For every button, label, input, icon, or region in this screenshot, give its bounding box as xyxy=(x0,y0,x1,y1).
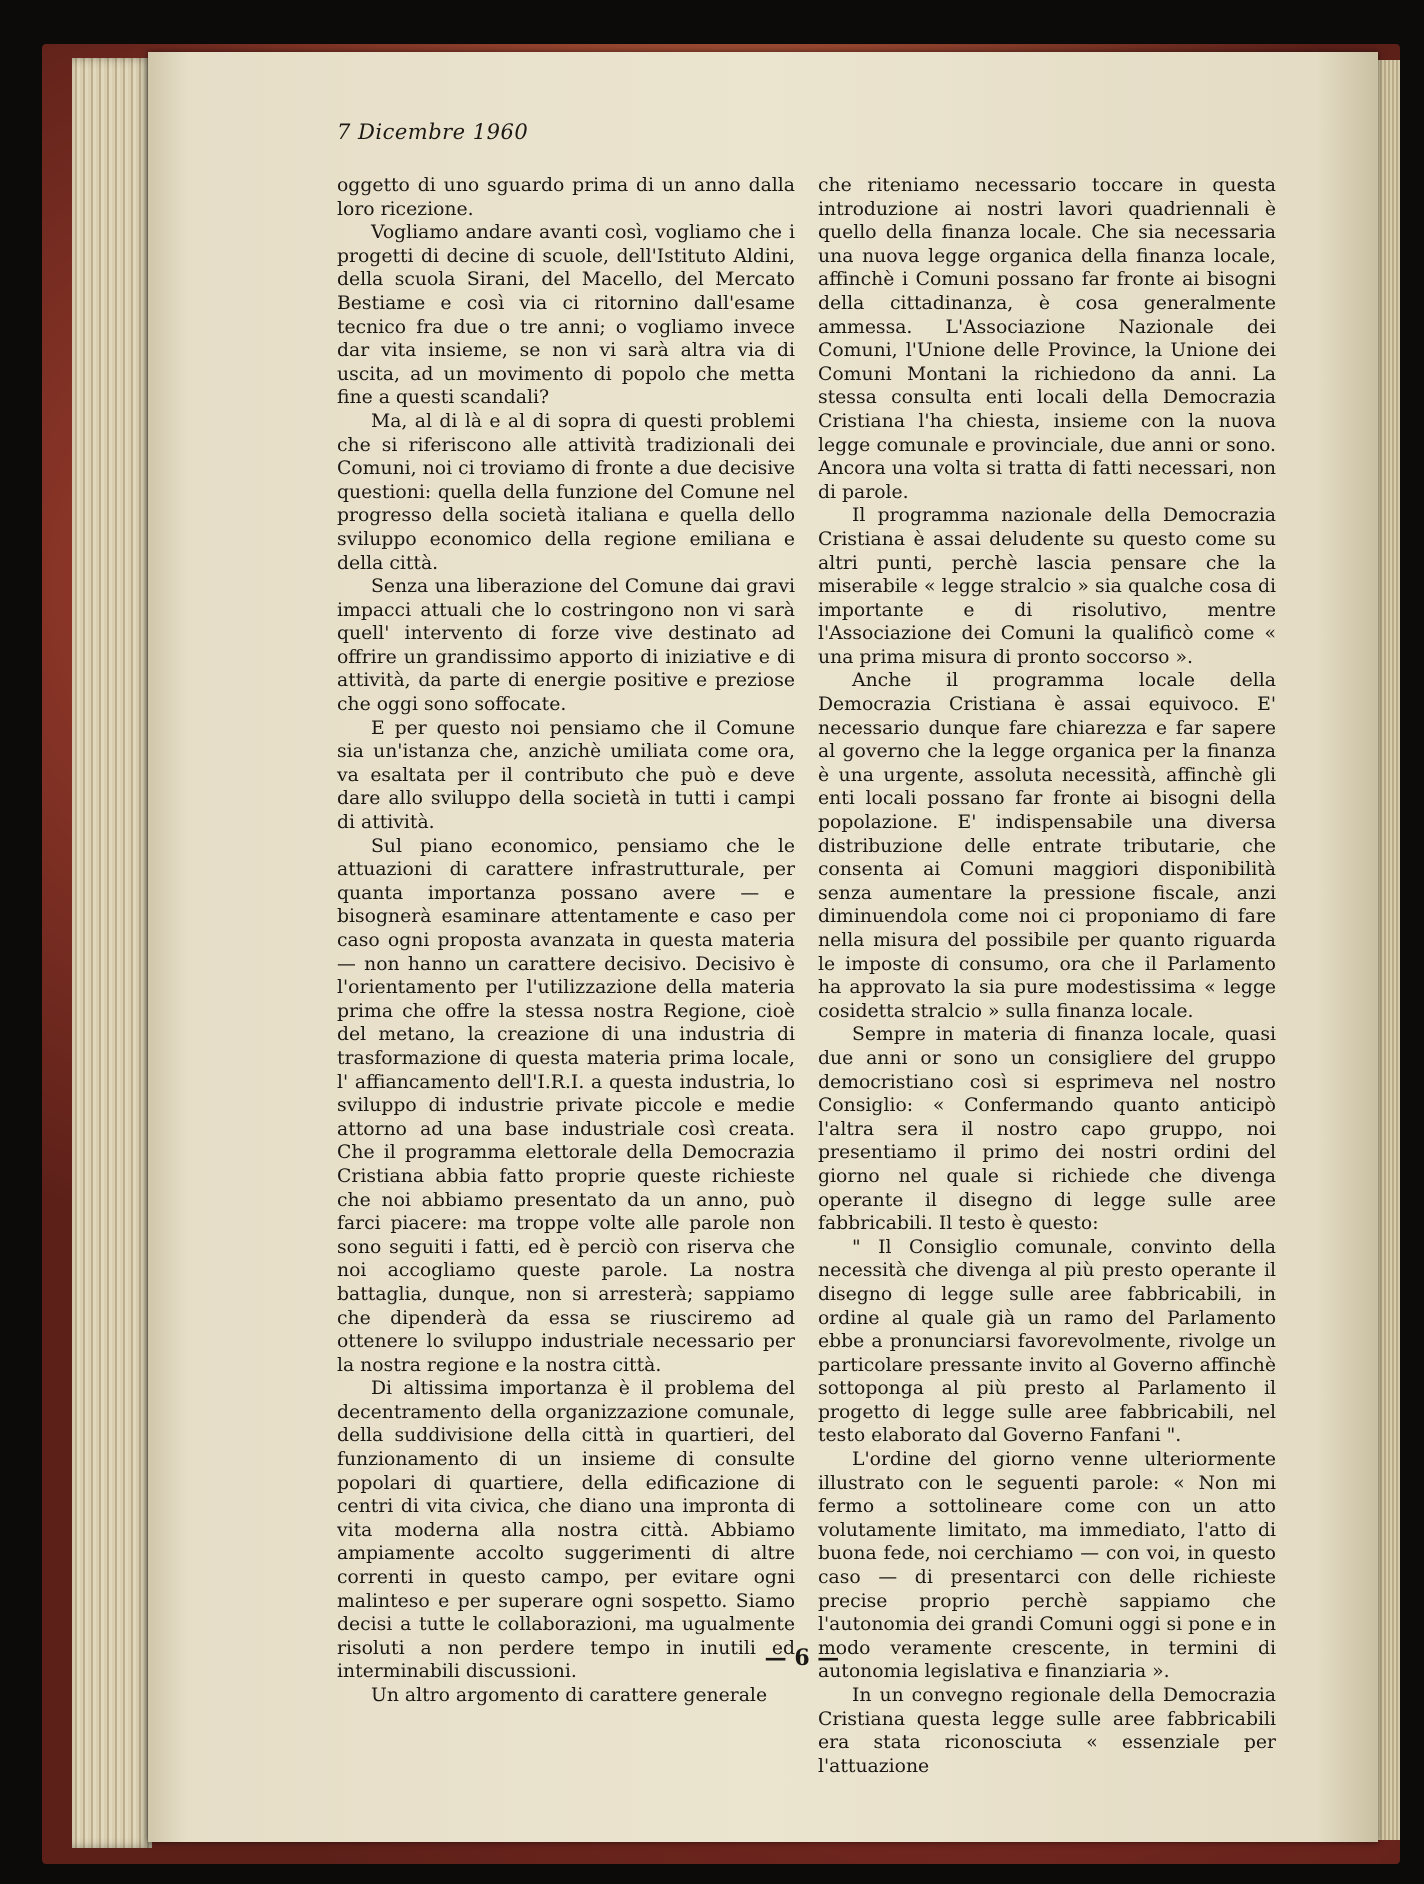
page-date-header: 7 Dicembre 1960 xyxy=(337,120,529,144)
paragraph: Ma, al di là e al di sopra di questi problemi che si riferiscono alle attività tradizionali dei Comuni, noi ci troviamo di fronte a due decisive questioni: quella della funzione del Comune nel progresso della società italiana e quella dello sviluppo economico della regione emiliana e della città. xyxy=(337,410,795,574)
paragraph: In un convegno regionale della Democrazia Cristiana questa legge sulle aree fabbricabili era stata riconosciuta « essenziale per l'attuazione xyxy=(818,1685,1276,1777)
paragraph: Di altissima importanza è il problema del decentramento della organizzazione comunale, della suddivisione della città in quartieri, del funzionamento di un insieme di consulte popolari di quartiere, della edificazione di centri di vita civica, che diano una impronta di vita moderna alla nostra città. Abbiamo ampiamente accolto suggerimenti di altre correnti in questo campo, per evitare ogni malinteso e per superare ogni sospetto. Siamo decisi a tutte le collaborazioni, ma ugualmente risoluti a non perdere tempo in inutili ed interminabili discussioni. xyxy=(337,1378,795,1683)
paragraph: Sempre in materia di finanza locale, quasi due anni or sono un consigliere del gruppo democristiano così si esprimeva nel nostro Consiglio: « Confermando quanto anticipò l'altra sera il nostro capo gruppo, noi presentiamo il primo dei nostri ordini del giorno nel quale si richiede che divenga operante il disegno di legge sulle aree fabbricabili. Il testo è questo: xyxy=(818,1024,1276,1235)
right-page-edge xyxy=(1378,60,1400,1840)
right-text-column xyxy=(818,174,1276,1778)
page-edges xyxy=(72,58,152,1848)
paragraph: oggetto di uno sguardo prima di un anno dalla loro ricezione. xyxy=(337,175,795,220)
paragraph: Vogliamo andare avanti così, vogliamo che i progetti di decine di scuole, dell'Istituto Aldini, della scuola Sirani, del Macello, del Mercato Bestiame e così via ci ritornino dall'esame tecnico fra due o tre anni; o vogliamo invece dar vita insieme, se non vi sarà altra via di uscita, ad un movimento di popolo che metta fine a questi scandali? xyxy=(337,222,795,409)
paragraph: Senza una liberazione del Comune dai gravi impacci attuali che lo costringono non vi sarà quell' intervento di forze vive destinato ad offrire un grandissimo apporto di iniziative e di attività, da parte di energie positive e preziose che oggi sono soffocate. xyxy=(337,576,795,716)
page-number: — 6 — xyxy=(764,1645,840,1671)
paragraph: " Il Consiglio comunale, convinto della necessità che divenga al più presto operante il disegno di legge sulle aree fabbricabili, in ordine al quale già un ramo del Parlamento ebbe a pronunciarsi favorevolmente, rivolge un particolare pressante invito al Governo affinchè sottoponga al più presto al Parlamento il progetto di legge sulle aree fabbricabili, nel testo elaborato dal Governo Fanfani ". xyxy=(818,1236,1276,1447)
paragraph: L'ordine del giorno venne ulteriormente illustrato con le seguenti parole: « Non mi fermo a sottolineare come con un atto volutamente limitato, ma immediato, l'atto di buona fede, noi cerchiamo — con voi, in questo caso — di presentarci con delle richieste precise proprio perchè sappiamo che l'autonomia dei grandi Comuni oggi si pone e in modo veramente crescente, in termini di autonomia legislativa e finanziaria ». xyxy=(818,1449,1276,1683)
paragraph: che riteniamo necessario toccare in questa introduzione ai nostri lavori quadriennali è quello della finanza locale. Che sia necessaria una nuova legge organica della finanza locale, affinchè i Comuni possano far fronte ai bisogni della cittadinanza, è cosa generalmente ammessa. L'Associazione Nazionale dei Comuni, l'Unione delle Province, la Unione dei Comuni Montani la richiedono da anni. La stessa consulta enti locali della Democrazia Cristiana l'ha chiesta, insieme con la nuova legge comunale e provinciale, due anni or sono. Ancora una volta si tratta di fatti necessari, non di parole. xyxy=(818,175,1276,503)
paragraph: Un altro argomento di carattere generale xyxy=(371,1685,768,1706)
paragraph: Il programma nazionale della Democrazia Cristiana è assai deludente su questo come su altri punti, perchè lascia pensare che la miserabile « legge stralcio » sia qualche cosa di importante e di risolutivo, mentre l'Associazione dei Comuni la qualificò come « una prima misura di pronto soccorso ». xyxy=(818,505,1276,668)
paragraph: Sul piano economico, pensiamo che le attuazioni di carattere infrastrutturale, per quanta importanza possano avere — e bisognerà esaminare attentamente e caso per caso ogni proposta avanzata in questa materia — non hanno un carattere decisivo. Decisivo è l'orientamento per l'utilizzazione della materia prima che offre la stessa nostra Regione, cioè del metano, la creazione di una industria di trasformazione di questa materia prima locale, l' affiancamento dell'I.R.I. a questa industria, lo sviluppo di industrie private piccole e medie attorno ad una base industriale così creata. Che il programma elettorale della Democrazia Cristiana abbia fatto proprie queste richieste che noi abbiamo presentato da un anno, può farci piacere: ma troppe volte alle parole non sono seguiti i fatti, ed è perciò con riserva che noi accogliamo queste parole. La nostra battaglia, dunque, non si arresterà; sappiamo che dipenderà da essa se riusciremo ad ottenere lo sviluppo industriale necessario per la nostra regione e la nostra città. xyxy=(337,835,795,1376)
paragraph: Anche il programma locale della Democrazia Cristiana è assai equivoco. E' necessario dunque fare chiarezza e far sapere al governo che la legge organica per la finanza è una urgente, assoluta necessità, affinchè gli enti locali possano far fronte ai bisogni della popolazione. E' indispensabile una diversa distribuzione delle entrate tributarie, che consenta ai Comuni maggiori disponibilità senza aumentare la pressione fiscale, anzi diminuendola come noi ci proponiamo di fare nella misura del possibile per quanto riguarda le imposte di consumo, ora che il Parlamento ha approvato la sia pure modestissima « legge cosidetta stralcio » sulla finanza locale. xyxy=(818,670,1276,1022)
left-text-column xyxy=(337,174,795,1708)
page-footer xyxy=(0,1645,1424,1671)
paragraph: E per questo noi pensiamo che il Comune sia un'istanza che, anzichè umiliata come ora, va esaltata per il contributo che può e deve dare allo sviluppo della società in tutti i campi di attività. xyxy=(337,717,795,834)
